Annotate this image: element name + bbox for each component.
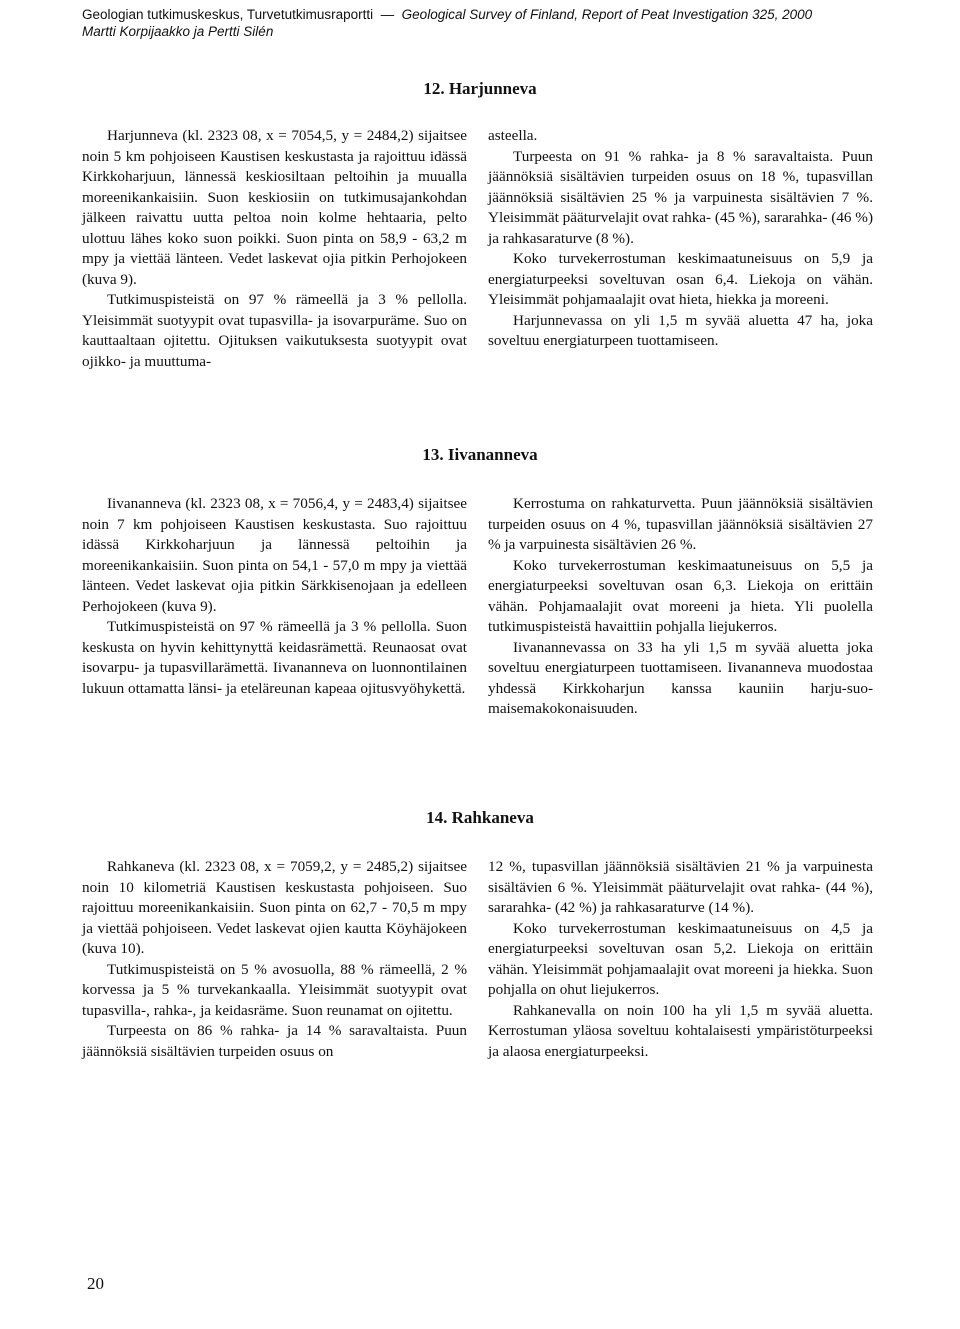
section-title-rahkaneva: 14. Rahkaneva <box>426 808 534 827</box>
paragraph: Koko turvekerrostuman keskimaatuneisuus on 5,9 ja energiaturpeeksi soveltuvan osan 6,4. Liekoja on vähän. Yleisimmät pohjamaalajit ovat hieta, hiekka ja moreeni. <box>488 250 873 308</box>
paragraph: Turpeesta on 86 % rahka- ja 14 % saravaltaista. Puun jäännöksiä sisältävien turpeiden osuus on <box>82 1022 467 1060</box>
paragraph: Harjunnevassa on yli 1,5 m syvää aluetta 47 ha, joka soveltuu energiaturpeen tuottamiseen. <box>488 311 873 349</box>
header-publisher: Geologian tutkimuskeskus, Turvetutkimusraportti <box>82 7 374 22</box>
header-series: Geological Survey of Finland, Report of Peat Investigation 325, 2000 <box>401 7 813 22</box>
paragraph: Tutkimuspisteistä on 5 % avosuolla, 88 % rämeellä, 2 % korvessa ja 5 % turvekankaalla. Yleisimmät suotyypit ovat tupasvilla-, rahka-, ja keidasräme. Suon reunamat on ojitettu. <box>82 960 467 1019</box>
paragraph: Kerrostuma on rahkaturvetta. Puun jäännöksiä sisältävien turpeiden osuus on 4 %, tupasvillan jäännöksiä sisältävien 27 % ja varpuinesta sisältävien 26 %. <box>488 495 873 553</box>
running-header <box>82 6 812 40</box>
section-harjunneva-right-column <box>488 126 873 352</box>
paragraph: 12 %, tupasvillan jäännöksiä sisältävien 21 % ja varpuinesta sisältävien 6 %. Yleisimmät pääturvelajit ovat rahka- (44 %), sararahka- (42 %) ja rahkasaraturve (14 %). <box>488 858 873 916</box>
header-authors: Martti Korpijaakko ja Pertti Silén <box>82 24 274 39</box>
section-iivananneva-right-column <box>488 494 873 720</box>
header-dash: — <box>376 7 398 22</box>
paragraph: Koko turvekerrostuman keskimaatuneisuus on 5,5 ja energiaturpeeksi soveltuvan osan 6,3. Liekoja on erittäin vähän. Pohjamaalajit ovat moreeni ja hieta. Yli puolella tutkimuspisteistä havaittiin pohjalla liejukerros. <box>488 556 873 635</box>
paragraph: Rahkanevalla on noin 100 ha yli 1,5 m syvää aluetta. Kerrostuman yläosa soveltuu kohtalaisesti ympäristöturpeeksi ja alaosa energiaturpeeksi. <box>488 1001 873 1060</box>
paragraph: Harjunneva (kl. 2323 08, x = 7054,5, y = 2484,2) sijaitsee noin 5 km pohjoiseen Kaustisen keskustasta ja rajoittuu idässä Kirkkoharjuun, lännessä keskiosiltaan peltoihin ja muualla moreenikankaisiin. Suon keskiosiin on tutkimusajankohdan jälkeen raivattu uutta peltoa noin kolme hehtaaria, pelto ulottuu lähes koko suon poikki. Suon pinta on 58,9 - 63,2 m mpy ja viettää länteen. Vedet laskevat ojia pitkin Perhojokeen (kuva 9). <box>82 127 467 288</box>
section-rahkaneva-right-column <box>488 857 873 1062</box>
section-title-iivananneva: 13. Iivananneva <box>422 445 538 464</box>
section-iivananneva-left-column <box>82 494 467 699</box>
paragraph: Tutkimuspisteistä on 97 % rämeellä ja 3 % pellolla. Suon keskusta on hyvin kehittynyttä keidasrämettä. Reunaosat ovat isovarpu- ja tupasvillarämettä. Iivananneva on luonnontilainen lukuun ottamatta länsi- ja eteläreunan kapeaa ojitusvyöhykettä. <box>82 618 467 697</box>
header-line-1 <box>82 6 812 23</box>
paragraph: Turpeesta on 91 % rahka- ja 8 % saravaltaista. Puun jäännöksiä sisältävien turpeiden osuus on 18 %, tupasvillan jäännöksiä sisältävien 25 % ja varpuinesta sisältävien 7 %. Yleisimmät pääturvelajit ovat rahka- (45 %), sararahka- (46 %) ja rahkasaraturve (8 %). <box>488 147 874 247</box>
section-rahkaneva-left-column <box>82 857 467 1062</box>
paragraph: Iivanannevassa on 33 ha yli 1,5 m syvää aluetta joka soveltuu energiaturpeen tuottamiseen. Iivananneva muodostaa yhdessä Kirkkoharjun kanssa kauniin harju-suo-maisemakokonaisuuden. <box>488 638 873 717</box>
paragraph: asteella. <box>488 127 538 144</box>
section-title-harjunneva: 12. Harjunneva <box>423 79 537 98</box>
paragraph: Iivananneva (kl. 2323 08, x = 7056,4, y = 2483,4) sijaitsee noin 7 km pohjoiseen Kaustisen keskustasta. Suo rajoittuu idässä Kirkkoharjuun ja lännessä peltoihin ja moreenikankaisiin. Suon pinta on 54,1 - 57,0 m mpy ja viettää länteen. Vedet laskevat ojia pitkin Särkkisenojaan ja edelleen Perhojokeen (kuva 9). <box>82 495 467 615</box>
page-number: 20 <box>87 1274 104 1293</box>
paragraph: Tutkimuspisteistä on 97 % rämeellä ja 3 % pellolla. Yleisimmät suotyypit ovat tupasvilla- ja isovarpuräme. Suo on kauttaaltaan ojitettu. Ojituksen vaikutuksesta suotyypit ovat ojikko- ja muuttuma- <box>82 291 467 370</box>
paragraph: Koko turvekerrostuman keskimaatuneisuus on 4,5 ja energiaturpeeksi soveltuvan osan 5,2. Liekoja on erittäin vähän. Yleisimmät pohjamaalajit ovat moreeni ja hiekka. Suon pohjalla on ohut liejukerros. <box>488 919 873 998</box>
section-harjunneva-left-column <box>82 126 467 372</box>
paragraph: Rahkaneva (kl. 2323 08, x = 7059,2, y = 2485,2) sijaitsee noin 10 kilometriä Kaustisen keskustasta pohjoiseen. Suo rajoittuu moreenikankaisiin. Suon pinta on 62,7 - 70,5 m mpy ja viettää pohjoiseen. Vedet laskevat ojien kautta Köyhäjokeen (kuva 10). <box>82 858 467 957</box>
